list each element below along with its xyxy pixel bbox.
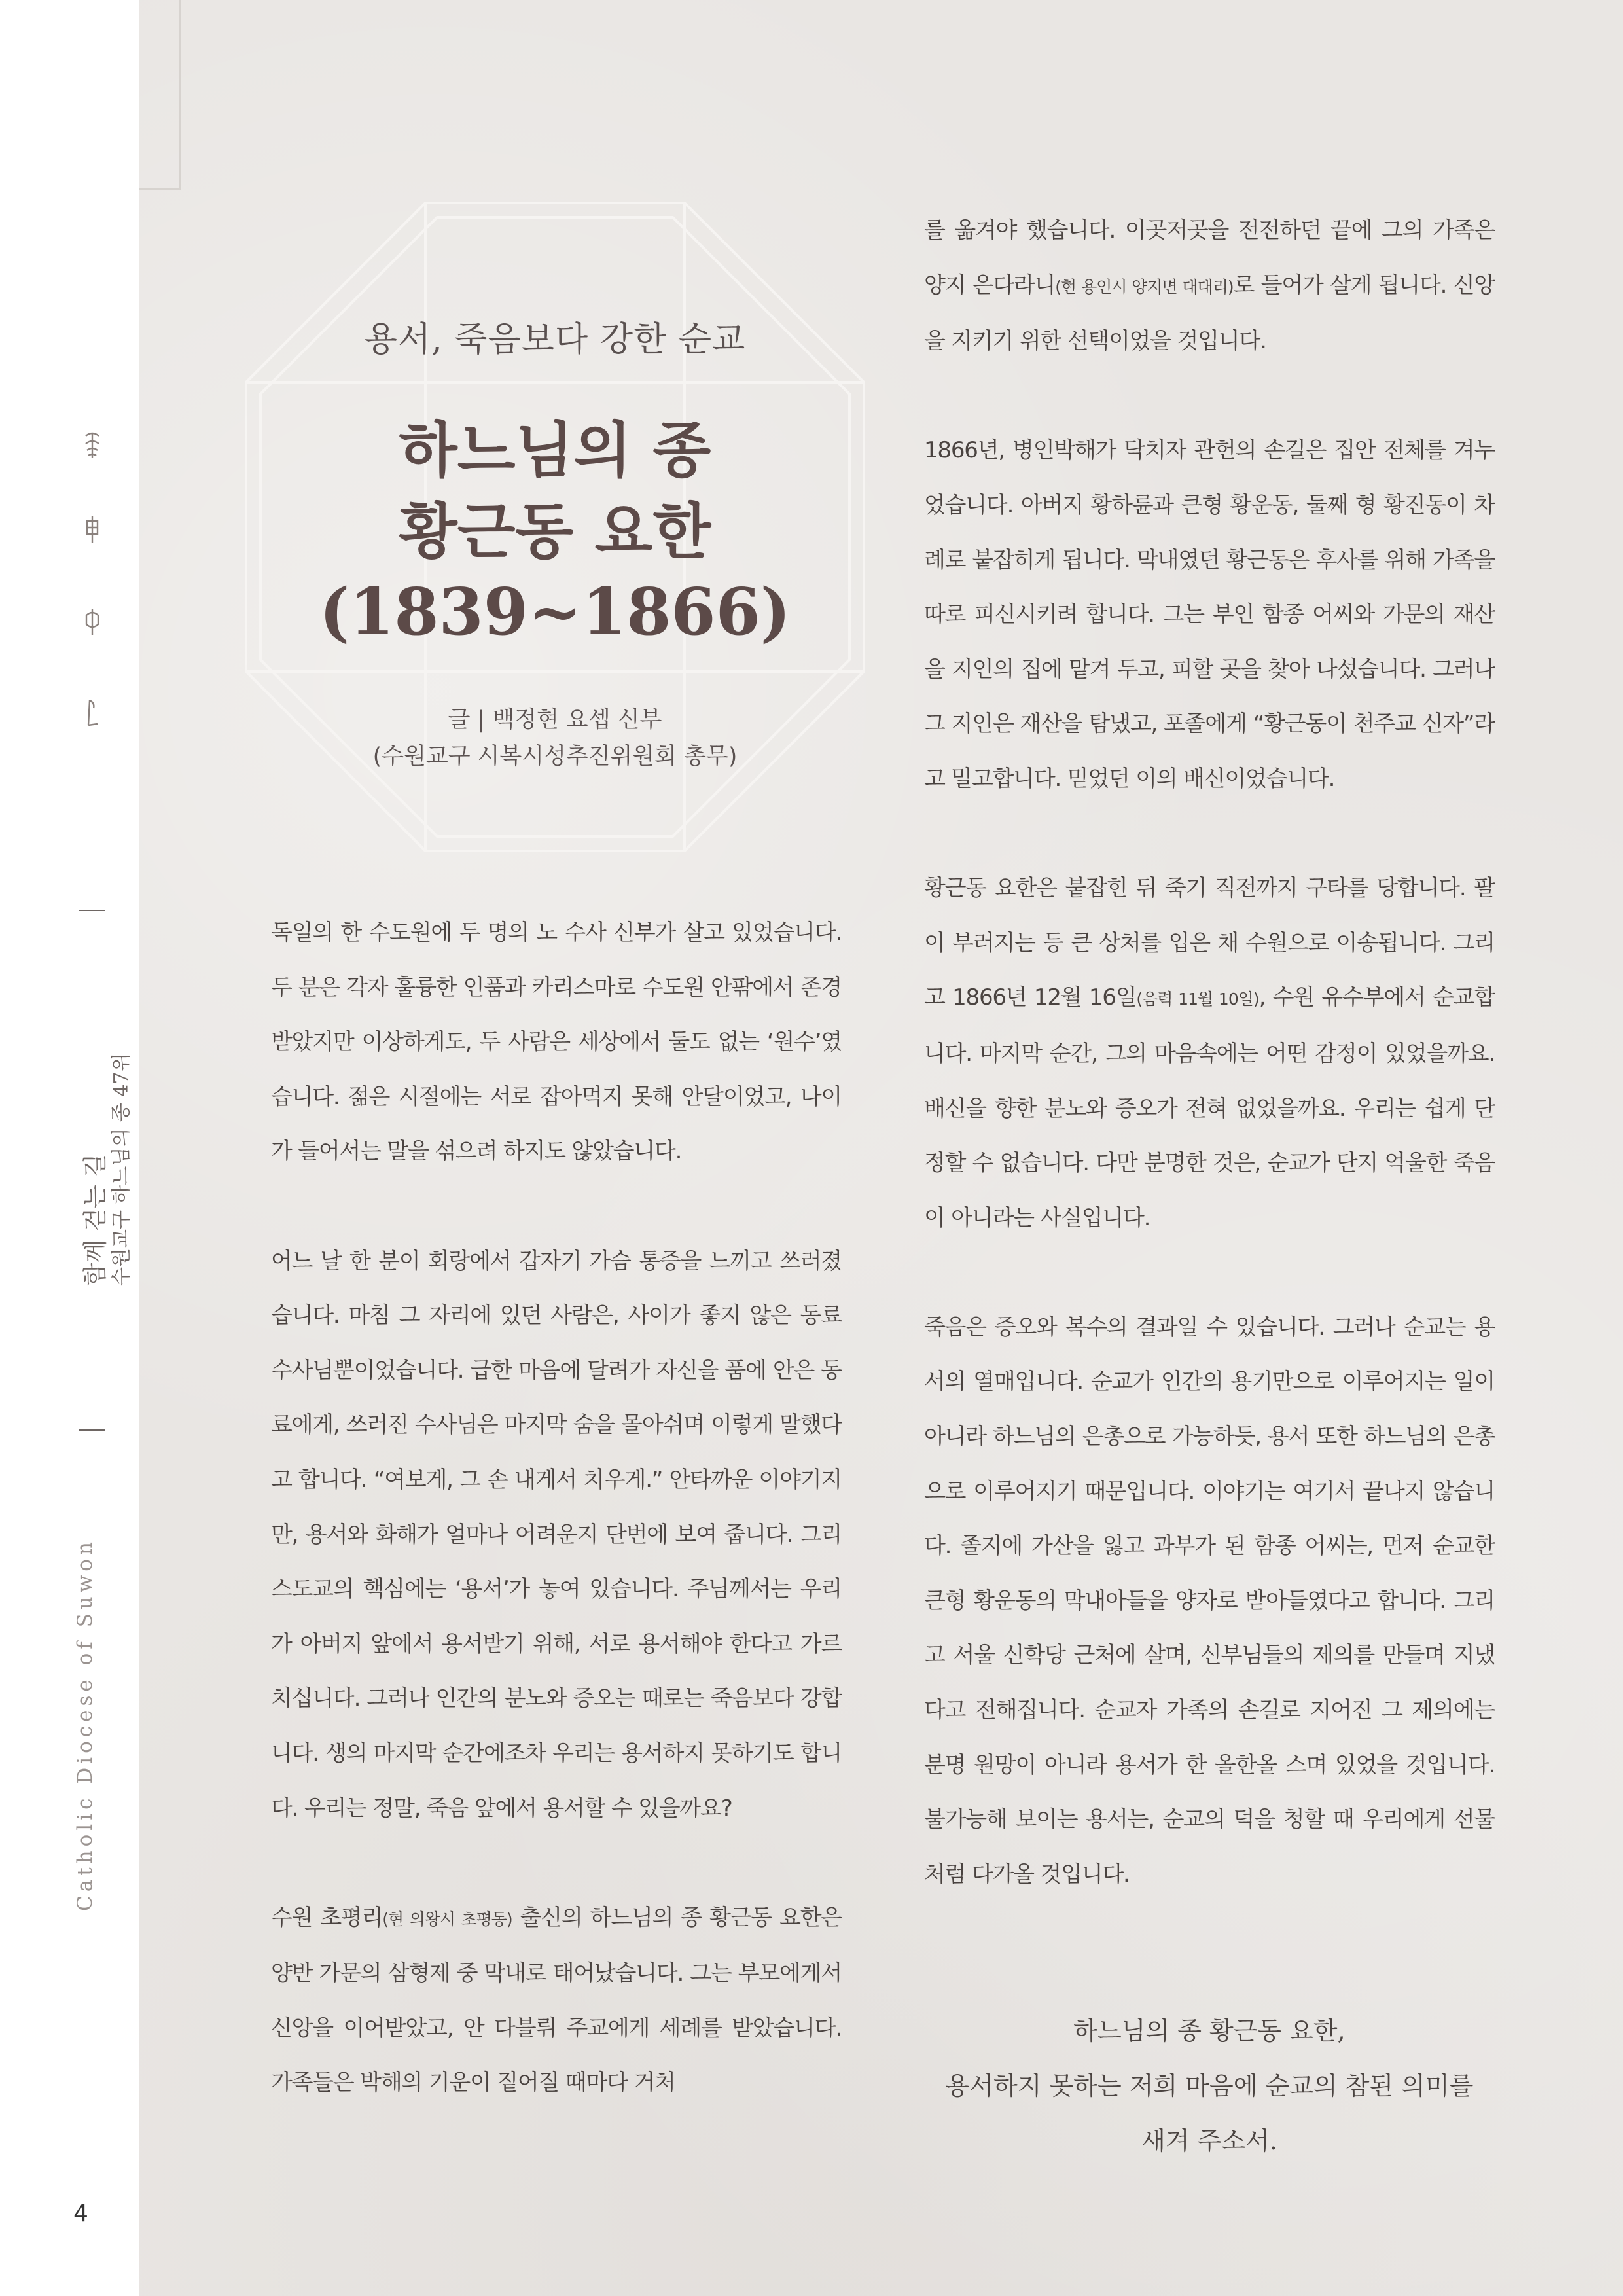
article-subtitle: 용서, 죽음보다 강한 순교: [364, 320, 746, 359]
closing-prayer: [924, 2003, 1495, 2168]
ornament-icon: [83, 606, 101, 636]
page-number: 4: [73, 2200, 88, 2227]
paragraph: 1866년, 병인박해가 닥치자 관헌의 손길은 집안 전체를 겨누었습니다. 아버지 황하륜과 큰형 황운동, 둘째 형 황진동이 차례로 붙잡히게 됩니다. 막내였던 황근동은 후사를 위해 가족을 따로 피신시키려 합니다. 그는 부인 함종 어씨와 가문의 재산을 지인의 집에 맡겨 두고, 피할 곳을 찾아 나섰습니다. 그러나 그 지인은 재산을 탐냈고, 포졸에게 “황근동이 천주교 신자”라고 밀고합니다. 믿었던 이의 배신이었습니다.: [924, 437, 1495, 792]
paragraph: [271, 1891, 842, 2111]
sidebar-rule: [79, 1429, 105, 1431]
prayer-line: 용서하지 못하는 저희 마음에 순교의 참된 의미를: [945, 2072, 1474, 2100]
paragraph: 어느 날 한 분이 회랑에서 갑자기 가슴 통증을 느끼고 쓰러졌습니다. 마침 그 자리에 있던 사람은, 사이가 좋지 않은 동료 수사님뿐이었습니다. 급한 마음에 달려가 자신을 품에 안은 동료에게, 쓰러진 수사님은 마지막 숨을 몰아쉬며 이렇게 말했다고 합니다. “여보게, 그 손 내게서 치우게.” 안타까운 이야기지만, 용서와 화해가 얼마나 어려운지 단번에 보여 줍니다. 그리스도교의 핵심에는 ‘용서’가 놓여 있습니다. 주님께서는 우리가 아버지 앞에서 용서받기 위해, 서로 용서해야 한다고 가르치십니다. 그러나 인간의 분노와 증오는 때로는 죽음보다 강합니다. 생의 마지막 순간에조차 우리는 용서하지 못하기도 합니다. 우리는 정말, 죽음 앞에서 용서할 수 있을까요?: [271, 1247, 842, 1821]
title-line: (1839~1866): [319, 575, 791, 650]
ornament-icon: [83, 514, 101, 545]
diocese-name: Catholic Diocese of Suwon: [73, 1538, 97, 1911]
byline: [243, 702, 866, 775]
ornament-icon: [83, 698, 101, 728]
paragraph: [924, 861, 1495, 1246]
paragraph: [924, 204, 1495, 369]
article-title: [243, 410, 866, 653]
text-run: 로 들어가 살게 됩니다. 신앙을 지키기 위한 선택이었을 것입니다.: [924, 272, 1495, 355]
prayer-line: 새겨 주소서.: [1141, 2126, 1277, 2155]
corner-line: [179, 0, 181, 190]
article-column-right: [924, 204, 1495, 1902]
sidebar-rule: [79, 910, 105, 911]
series-subtitle: 수원교구 하느님의 종 47위: [110, 1052, 133, 1286]
annotation-note: (음력 11월 10일): [1136, 990, 1259, 1009]
text-run: 출신의 하느님의 종 황근동 요한은 양반 가문의 삼형제 중 막내로 태어났습니다. 그는 부모에게서 신앙을 이어받았고, 안 다블뤼 주교에게 세례를 받았습니다. 가족들은 박해의 기운이 짙어질 때마다 거처: [271, 1904, 842, 2096]
text-run: 수원 초평리: [271, 1904, 383, 1931]
series-title: 함께 걷는 길: [81, 1153, 109, 1286]
author-line: 글 | 백정현 요셉 신부: [448, 707, 662, 733]
paragraph: 독일의 한 수도원에 두 명의 노 수사 신부가 살고 있었습니다. 두 분은 각자 훌륭한 인품과 카리스마로 수도원 안팎에서 존경받았지만 이상하게도, 두 사람은 세상에서 둘도 없는 ‘원수’였습니다. 젊은 시절에는 서로 잡아먹지 못해 안달이었고, 나이가 들어서는 말을 섞으려 하지도 않았습니다.: [271, 920, 842, 1165]
article-column-left: [271, 906, 842, 2111]
text-run: 를 옮겨야 했습니다. 이곳저곳을 전전하던 끝에 그의 가족은 양지 은다라니: [924, 217, 1495, 298]
text-run: 황근동 요한은 붙잡힌 뒤 죽기 직전까지 구타를 당합니다. 팔이 부러지는 등 큰 상처를 입은 채 수원으로 이송됩니다. 그리고 1866년 12월 16일: [924, 875, 1495, 1011]
title-line: 하느님의 종: [399, 415, 711, 486]
text-run: , 수원 유수부에서 순교합니다. 마지막 순간, 그의 마음속에는 어떤 감정이 있었을까요. 배신을 향한 분노와 증오가 전혀 없었을까요. 우리는 쉽게 단정할 수 없습니다. 다만 분명한 것은, 순교가 단지 억울한 죽음이 아니라는 사실입니다.: [924, 984, 1495, 1231]
title-line: 황근동 요한: [399, 496, 711, 567]
paragraph: 죽음은 증오와 복수의 결과일 수 있습니다. 그러나 순교는 용서의 열매입니다. 순교가 인간의 용기만으로 이루어지는 일이 아니라 하느님의 은총으로 가능하듯, 용서 또한 하느님의 은총으로 이루어지기 때문입니다. 이야기는 여기서 끝나지 않습니다. 졸지에 가산을 잃고 과부가 된 함종 어씨는, 먼저 순교한 큰형 황운동의 막내아들을 양자로 받아들였다고 합니다. 그리고 서울 신학당 근처에 살며, 신부님들의 제의를 만들며 지냈다고 전해집니다. 순교자 가족의 손길로 지어진 그 제의에는 분명 원망이 아니라 용서가 한 올한올 스며 있었을 것입니다. 불가능해 보이는 용서는, 순교의 덕을 청할 때 우리에게 선물처럼 다가올 것입니다.: [924, 1314, 1495, 1888]
author-role: (수원교구 시복시성추진위원회 총무): [372, 744, 738, 770]
prayer-line: 하느님의 종 황근동 요한,: [1073, 2017, 1346, 2045]
ornament-icon: [83, 431, 101, 461]
corner-line: [139, 188, 181, 190]
annotation-note: (현 용인시 양지면 대대리): [1055, 277, 1234, 296]
annotation-note: (현 의왕시 초평동): [382, 1909, 512, 1929]
